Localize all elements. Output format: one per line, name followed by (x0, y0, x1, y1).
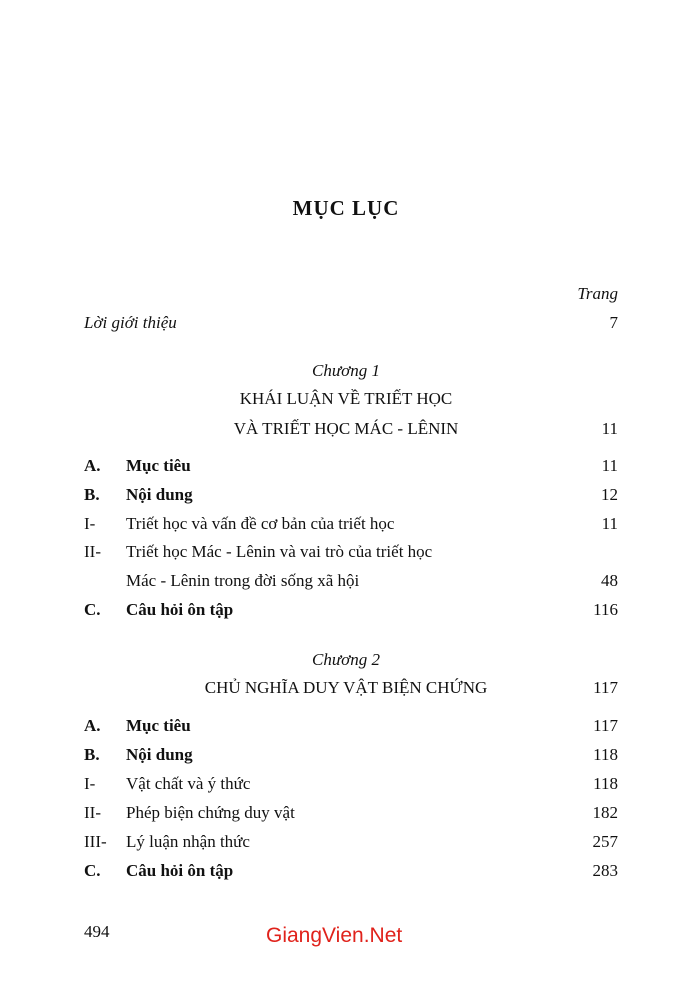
ch1-b-text: Nội dung (126, 485, 193, 504)
page-column-header: Trang (577, 284, 618, 303)
intro-entry-page: 7 (609, 313, 618, 332)
ch2-i-letter: I- (84, 774, 96, 793)
page-title: MỤC LỤC (292, 196, 400, 220)
watermark: GiangVien.Net (266, 924, 403, 947)
ch1-i-letter: I- (84, 514, 96, 533)
ch1-c-page: 116 (593, 600, 618, 619)
chapter1-title-line1: KHÁI LUẬN VỀ TRIẾT HỌC (239, 389, 453, 408)
ch1-a-letter: A. (84, 456, 101, 475)
ch2-c-text: Câu hỏi ôn tập (126, 861, 234, 880)
chapter2-label: Chương 2 (312, 650, 380, 669)
ch2-ii-page: 182 (592, 803, 618, 822)
ch2-i-page: 118 (593, 774, 618, 793)
ch2-b-text: Nội dung (126, 745, 193, 764)
ch1-a-text: Mục tiêu (126, 456, 191, 475)
ch1-i-page: 11 (601, 514, 618, 533)
ch2-b-page: 118 (593, 745, 618, 764)
ch2-i-text: Vật chất và ý thức (126, 774, 251, 793)
ch2-b-letter: B. (84, 745, 100, 764)
ch2-c-page: 283 (592, 861, 618, 880)
chapter1-title-line2: VÀ TRIẾT HỌC MÁC - LÊNIN (233, 419, 459, 438)
ch2-ii-text: Phép biện chứng duy vật (126, 803, 295, 822)
ch1-c-letter: C. (84, 600, 101, 619)
ch2-c-letter: C. (84, 861, 101, 880)
chapter1-page: 11 (601, 419, 618, 438)
chapter2-page: 117 (593, 678, 618, 697)
chapter2-title-line1: CHỦ NGHĨA DUY VẬT BIỆN CHỨNG (204, 678, 488, 697)
ch1-ii-letter: II- (84, 542, 101, 561)
ch1-b-letter: B. (84, 485, 100, 504)
ch1-b-page: 12 (601, 485, 618, 504)
ch1-ii-text-cont: Mác - Lênin trong đời sống xã hội (126, 571, 360, 590)
ch1-ii-page: 48 (601, 571, 618, 590)
ch2-iii-page: 257 (592, 832, 618, 851)
ch2-a-text: Mục tiêu (126, 716, 191, 735)
ch2-a-page: 117 (593, 716, 618, 735)
ch1-a-page: 11 (601, 456, 618, 475)
intro-entry-label: Lời giới thiệu (84, 313, 177, 332)
ch2-a-letter: A. (84, 716, 101, 735)
ch2-iii-text: Lý luận nhận thức (126, 832, 250, 851)
chapter1-label: Chương 1 (312, 361, 380, 380)
ch1-c-text: Câu hỏi ôn tập (126, 600, 234, 619)
ch2-iii-letter: III- (84, 832, 107, 851)
ch1-i-text: Triết học và vấn đề cơ bản của triết học (126, 514, 395, 533)
ch1-ii-text: Triết học Mác - Lênin và vai trò của triết học (126, 542, 433, 561)
page-number: 494 (84, 922, 110, 941)
ch2-ii-letter: II- (84, 803, 101, 822)
